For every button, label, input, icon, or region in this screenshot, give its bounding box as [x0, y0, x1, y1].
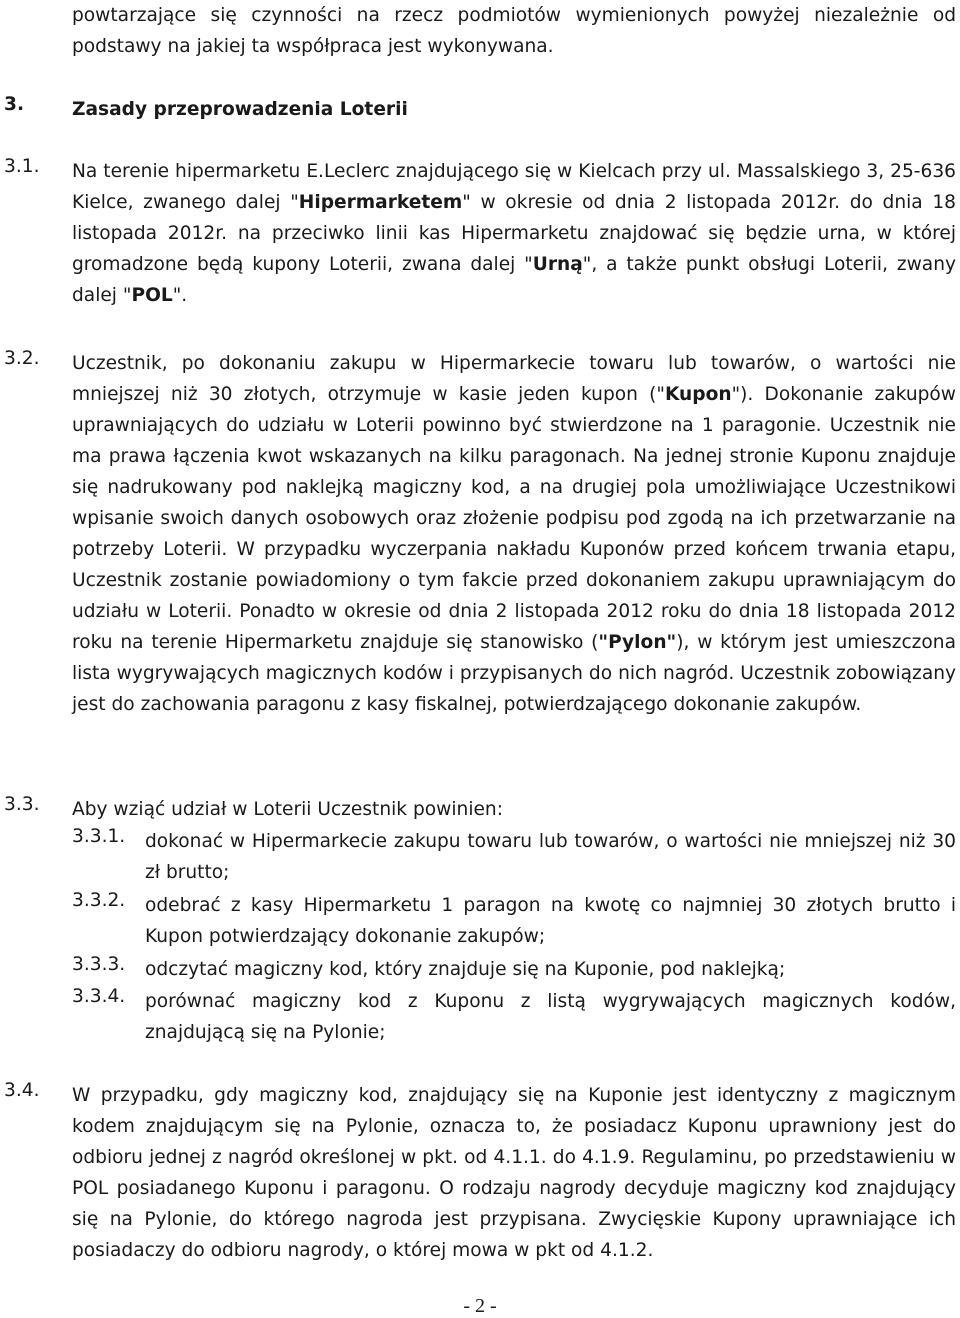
- item-3-3-3: odczytać magiczny kod, który znajduje się na Kuponie, pod naklejką;: [145, 959, 786, 980]
- paragraph-3-4-number: 3.4.: [4, 1080, 40, 1101]
- item-3-3-1-number: 3.3.1.: [72, 826, 126, 847]
- paragraph-3-3: Aby wziąć udział w Loterii Uczestnik powinien:: [72, 799, 503, 820]
- item-3-3-2: odebrać z kasy Hipermarketu 1 paragon na kwotę co najmniej 30 złotych brutto i Kupon potwierdzający dokonanie zakupów;: [145, 895, 956, 947]
- paragraph-3-3-number: 3.3.: [4, 794, 40, 815]
- p31-bold-urna: Urną: [532, 254, 583, 275]
- item-3-3-1: dokonać w Hipermarkecie zakupu towaru lub towarów, o wartości nie mniejszej niż 30 zł brutto;: [145, 831, 956, 883]
- paragraph-3-4: W przypadku, gdy magiczny kod, znajdujący się na Kuponie jest identyczny z magicznym kodem znajdującym się na Pylonie, oznacza to, że posiadacz Kuponu uprawniony jest do odbioru jednej z nagród określonej w pkt. od 4.1.1. do 4.1.9. Regulaminu, po przedstawieniu w POL posiadanego Kuponu i paragonu. O rodzaju nagrody decyduje magiczny kod znajdujący się na Pylonie, do którego nagroda jest przypisana. Zwycięskie Kupony uprawniające ich posiadaczy do odbioru nagrody, o której mowa w pkt od 4.1.2.: [72, 1085, 956, 1261]
- paragraph-3-1-number: 3.1.: [4, 156, 40, 177]
- section-3-title: Zasady przeprowadzenia Loterii: [72, 99, 408, 120]
- item-3-3-4: porównać magiczny kod z Kuponu z listą wygrywających magicznych kodów, znajdującą się na Pylonie;: [145, 991, 956, 1043]
- paragraph-3-2: [72, 348, 956, 720]
- p32-text-2: "). Dokonanie zakupów uprawniających do udziału w Loterii powinno być stwierdzone na 1 paragonie. Uczestnik nie ma prawa łączenia kwot wskazanych na kilku paragonach. Na jednej stronie Kuponu znajduje się nadrukowany pod naklejką magiczny kod, a na drugiej pola umożliwiające Uczestnikowi wpisanie swoich danych osobowych oraz złożenie podpisu pod zgodą na ich przetwarzanie na potrzeby Loterii. W przypadku wyczerpania nakładu Kuponów przed końcem trwania etapu, Uczestnik zostanie powiadomiony o tym fakcie przed dokonaniem zakupu uprawniającym do udziału w Loterii. Ponadto w okresie od dnia 2 listopada 2012 roku do dnia 18 listopada 2012 roku na terenie Hipermarketu znajduje się stanowisko (: [72, 384, 956, 653]
- p32-bold-pylon: "Pylon": [598, 632, 677, 653]
- item-3-3-3-number: 3.3.3.: [72, 954, 126, 975]
- p31-text-2: " w okresie od dnia 2 listopada 2012r. do dnia 18 listopada 2012r. na przeciwko linii kas Hipermarketu znajdować się będzie urna, w której gromadzone będą kupony Loterii, zwana dalej ": [72, 192, 956, 275]
- p32-text-1: Uczestnik, po dokonaniu zakupu w Hipermarkecie towaru lub towarów, o wartości nie mniejszej niż 30 złotych, otrzymuje w kasie jeden kupon (": [72, 353, 956, 405]
- paragraph-3-2-number: 3.2.: [4, 348, 40, 369]
- page-number: - 2 -: [463, 1295, 497, 1317]
- item-3-3-2-number: 3.3.2.: [72, 890, 126, 911]
- p31-text-1: Na terenie hipermarketu E.Leclerc znajdującego się w Kielcach przy ul. Massalskiego 3, 25-636 Kielce, zwanego dalej ": [72, 161, 956, 213]
- intro-line-2: podstawy na jakiej ta współpraca jest wykonywana.: [72, 36, 554, 57]
- intro-line-1: powtarzające się czynności na rzecz podmiotów wymienionych powyżej niezależnie od: [72, 5, 956, 26]
- p31-bold-hipermarket: Hipermarketem: [298, 192, 463, 213]
- p31-bold-pol: POL: [131, 285, 173, 306]
- intro-paragraph: [72, 0, 956, 62]
- p31-text-4: ".: [172, 285, 188, 306]
- paragraph-3-1: [72, 156, 956, 311]
- p32-bold-kupon: Kupon: [664, 384, 732, 405]
- section-3-number: 3.: [4, 94, 25, 115]
- item-3-3-4-number: 3.3.4.: [72, 986, 126, 1007]
- p31-text-3: ", a także punkt obsługi Loterii, zwany dalej ": [72, 254, 956, 306]
- p32-text-3: ), w którym jest umieszczona lista wygrywających magicznych kodów i przypisanych do nich nagród. Uczestnik zobowiązany jest do zachowania paragonu z kasy fiskalnej, potwierdzającego dokonanie zakupów.: [72, 632, 956, 715]
